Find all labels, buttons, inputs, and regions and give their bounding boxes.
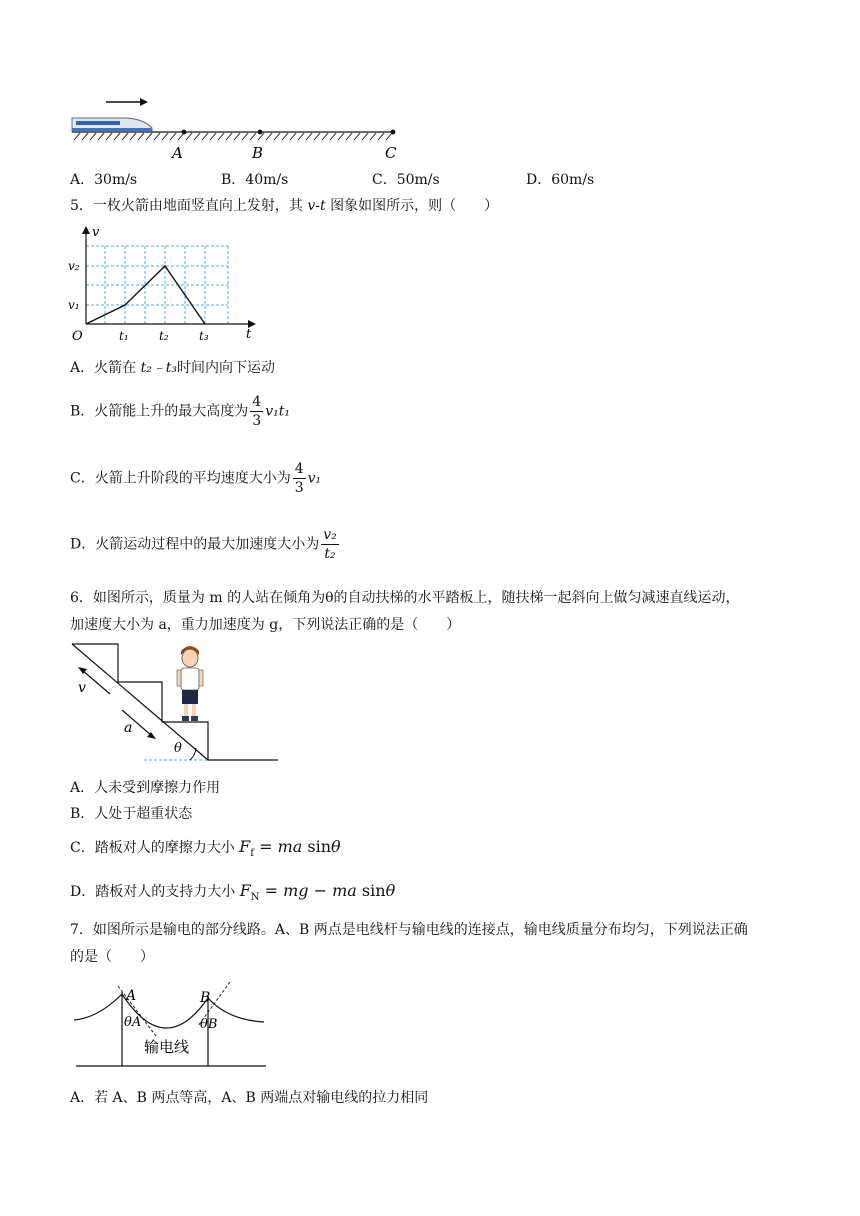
fraction: $\frac{4}{3}$ xyxy=(252,394,262,429)
formula-normal: $F_N$ = mg − ma sinθ xyxy=(239,881,396,904)
point-a-label: A xyxy=(172,144,183,162)
point-b-label: B xyxy=(200,990,211,1006)
q4-option-c[interactable]: C．50m/s xyxy=(372,172,440,188)
point-c-label: C xyxy=(385,144,397,162)
q5-option-c[interactable]: C．火箭上升阶段的平均速度大小为 $\frac{4}{3}$ v₁ xyxy=(70,461,322,496)
t1-tick: t₁ xyxy=(119,329,129,343)
q6-option-d[interactable]: D．踏板对人的支持力大小 $F_N$ = mg − ma sinθ xyxy=(70,881,396,904)
q6-stem-line1: 6．如图所示，质量为 m 的人站在倾角为θ的自动扶梯的水平踏板上，随扶梯一起斜向上做匀减速直线运动， xyxy=(70,590,740,606)
q5-option-d[interactable]: D．火箭运动过程中的最大加速度大小为 $\frac{\text{v₂}}{\text{t₂}}$ xyxy=(70,527,337,562)
q4-option-b[interactable]: B．40m/s xyxy=(221,172,289,188)
t2-tick: t₂ xyxy=(159,329,169,343)
fraction: $\frac{\text{v₂}}{\text{t₂}}$ xyxy=(323,527,337,562)
formula-friction: $F_f$ = ma sinθ xyxy=(239,837,341,860)
v-axis-label: v xyxy=(92,225,100,240)
theta-a-label: θA xyxy=(124,1015,142,1030)
q4-option-d[interactable]: D．60m/s xyxy=(526,172,595,188)
acceleration-label: a xyxy=(124,720,133,736)
q7-option-a[interactable]: A．若 A、B 两点等高，A、B 两端点对输电线的拉力相同 xyxy=(70,1090,429,1106)
q5-stem: 5．一枚火箭由地面竖直向上发射，其 v-t 图象如图所示，则（ ） xyxy=(70,198,499,214)
q4-option-a[interactable]: A．30m/s xyxy=(70,172,138,188)
point-a-label: A xyxy=(126,988,137,1004)
t3-tick: t₃ xyxy=(199,329,209,343)
q6-option-c[interactable]: C．踏板对人的摩擦力大小 $F_f$ = ma sinθ xyxy=(70,837,341,860)
person-icon xyxy=(177,646,203,721)
q6-stem-line2: 加速度大小为 a，重力加速度为 g，下列说法正确的是（ ） xyxy=(70,617,461,633)
v1-tick: v₁ xyxy=(68,298,80,312)
wire-label: 输电线 xyxy=(144,1038,190,1056)
q7-stem-line2: 的是（ ） xyxy=(70,949,154,965)
theta-b-label: θB xyxy=(200,1017,218,1032)
vt-graph xyxy=(62,222,262,344)
fraction: $\frac{4}{3}$ xyxy=(294,461,304,496)
point-b-label: B xyxy=(252,144,264,162)
train-icon xyxy=(72,118,152,132)
escalator-figure xyxy=(66,640,282,766)
train-track-figure xyxy=(66,92,416,162)
vt-line xyxy=(86,266,205,324)
t-axis-label: t xyxy=(246,327,252,342)
q5-option-b[interactable]: B．火箭能上升的最大高度为 $\frac{4}{3}$ v₁t₁ xyxy=(70,394,290,429)
v2-tick: v₂ xyxy=(68,259,80,273)
q6-option-a[interactable]: A．人未受到摩擦力作用 xyxy=(70,780,221,796)
origin-label: O xyxy=(72,329,83,344)
q6-option-b[interactable]: B．人处于超重状态 xyxy=(70,806,193,822)
q7-stem-line1: 7．如图所示是输电的部分线路。A、B 两点是电线杆与输电线的连接点，输电线质量分布均匀，下列说法正确 xyxy=(70,922,748,938)
velocity-label: v xyxy=(78,680,86,696)
q5-option-a[interactable]: A．火箭在 t₂﹣t₃时间内向下运动 xyxy=(70,360,276,376)
theta-label: θ xyxy=(174,741,182,756)
power-line-figure xyxy=(70,982,270,1074)
